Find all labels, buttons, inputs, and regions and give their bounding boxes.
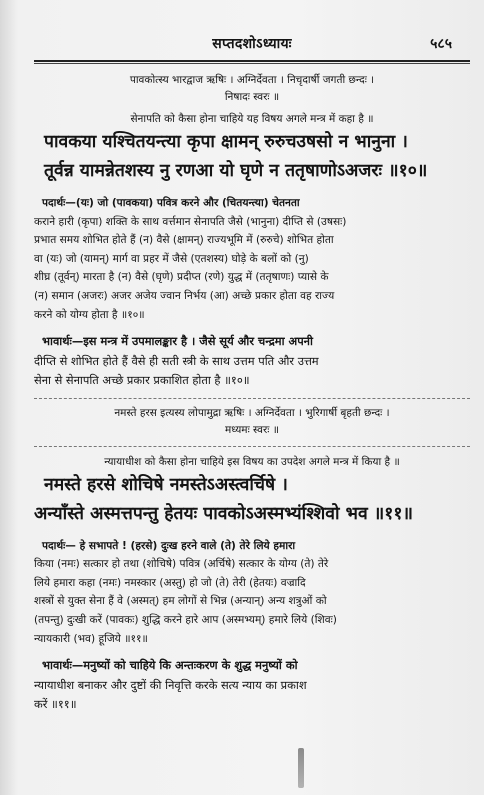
svara-line: निषादः स्वरः ॥: [224, 91, 280, 103]
text-line: भावार्थः—मनुष्यों को चाहिये कि अन्तःकरण के शुद्ध मनुष्यों को: [42, 658, 298, 673]
scan-mark: [298, 748, 304, 788]
text-line: दीप्ति से शोभित होते हैं वैसे ही सती स्त्री के साथ उत्तम पति और उत्तम: [34, 353, 319, 368]
padartha-paragraph: [34, 537, 470, 649]
header-rule-thin: [34, 63, 470, 64]
page-number: ५८५: [430, 36, 452, 52]
svara-line: मध्यमः स्वरः ॥: [224, 423, 280, 436]
text-line: प्रभात समय शोभित होते हैं (न) वैसे (क्षामन्) राज्यभूमि में (रुरुचे) शोभित होता: [34, 234, 334, 247]
mantra-line: तूर्वन्न यामन्नेतशस्य नु रणआ यो घृणे न ततृषाणोऽअजरः ॥१०॥: [44, 161, 428, 181]
text-line: करें ॥११॥: [34, 697, 77, 712]
chapter-title: सप्तदशोऽध्यायः: [212, 36, 292, 52]
mantra-line: नमस्ते हरसे शोचिषे नमस्तेऽअस्त्वर्चिषे ।: [44, 474, 288, 495]
page-header: [34, 34, 470, 58]
header-rule: [34, 60, 470, 62]
text-line: करने को योग्य होता है ॥१०॥: [34, 308, 145, 321]
text-line: पदार्थः— हे सभापते ! (हरसे) दुःख हरने वाले (ते) तेरे लिये हमारा: [42, 539, 296, 552]
mantra-line: पावकया यश्चितयन्त्या कृपा क्षामन् रुरुचउषसो न भानुना ।: [44, 132, 408, 152]
section-divider: [34, 446, 470, 447]
bhavartha-paragraph: [34, 332, 470, 391]
mantra-line: अन्याँस्ते अस्मत्तपन्तु हेतयः पावकोऽअस्मभ्यंश्शिवो भव ॥११॥: [34, 503, 413, 524]
text-line: शीघ्र (तूर्वन्) मारता है (न) वैसे (घृणे) प्रदीप्त (रणे) युद्ध में (ततृषाणः) प्यासे के: [34, 271, 329, 284]
text-line: कराने हारी (कृपा) शक्ति के साथ वर्त्तमान सेनापति जैसे (भानुना) दीप्ति से (उषसः): [34, 215, 347, 228]
padartha-paragraph: [34, 194, 470, 324]
text-line: लिये हमारा कहा (नमः) नमस्कार (अस्तु) हो जो (ते) तेरी (हेतयः) वज्रादि: [34, 576, 306, 589]
text-line: सेना से सेनापति अच्छे प्रकार प्रकाशित होता है ॥१०॥: [34, 373, 250, 388]
text-line: (तपन्तु) दुःखी करें (पावकः) शुद्धि करने हारे आप (अस्मभ्यम्) हमारे लिये (शिवः): [34, 614, 337, 627]
rishi-line: नमस्ते हरस इत्यस्य लोपामुद्रा ऋषिः । अग्निर्देवता । भुरिगार्षी बृहती छन्दः ।: [114, 406, 390, 419]
rishi-line: पावकोत्स्य भारद्वाज ऋषिः । अग्निर्देवता । निचृदार्षी जगती छन्दः ।: [129, 74, 375, 86]
intro-line: सेनापति को कैसा होना चाहिये यह विषय अगले मन्त्र में कहा है ॥: [130, 113, 374, 125]
bhavartha-paragraph: [34, 656, 470, 715]
intro-line: न्यायाधीश को कैसा होना चाहिये इस विषय का उपदेश अगले मन्त्र में किया है ॥: [104, 455, 400, 468]
section-divider: [34, 398, 470, 399]
text-line: (न) समान (अजरः) अजर अजेय ज्वान निर्भय (आ) अच्छे प्रकार होता वह राज्य: [34, 289, 335, 302]
text-line: किया (नमः) सत्कार हो तथा (शोचिषे) पवित्र (अर्चिषे) सत्कार के योग्य (ते) तेरे: [34, 558, 329, 571]
text-line: शस्त्रों से युक्त सेना हैं वे (अस्मत्) हम लोगों से भिन्न (अन्यान्) अन्य शत्रुओं को: [34, 595, 327, 608]
text-line: न्यायाधीश बनाकर और दुष्टों की निवृत्ति करके सत्य न्याय का प्रकाश: [34, 677, 307, 692]
text-line: न्यायकारी (भव) हूजिये ॥११॥: [34, 632, 148, 645]
page-content: [34, 72, 470, 715]
text-line: भावार्थः—इस मन्त्र में उपमालङ्कार है । जैसे सूर्य और चन्द्रमा अपनी: [42, 334, 313, 349]
text-line: पदार्थः—(यः) जो (पावकया) पवित्र करने और (चितयन्त्या) चेतनता: [42, 197, 300, 209]
text-line: वा (यः) जो (यामन्) मार्ग वा प्रहर में जैसे (एतशस्य) घोड़े के बलों को (नु): [34, 252, 309, 265]
